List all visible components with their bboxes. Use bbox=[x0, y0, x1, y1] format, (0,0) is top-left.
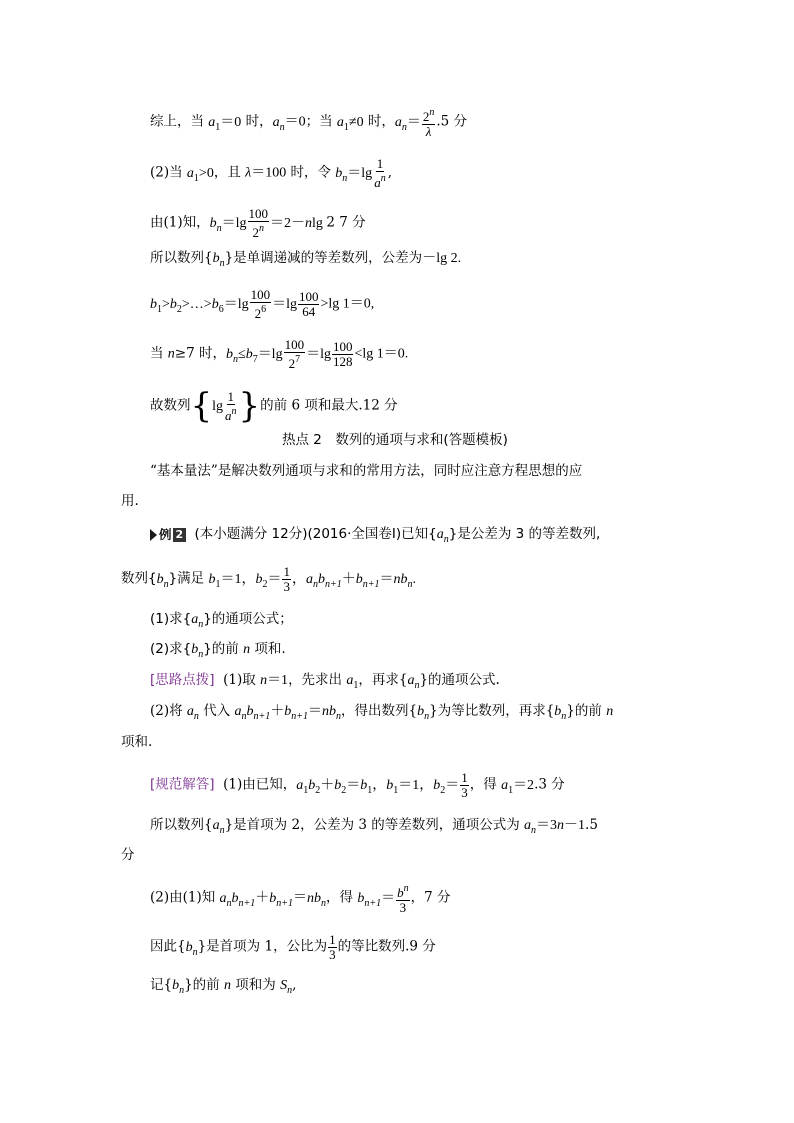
solution-line-4: (2)由(1)知 $a_nb_{n+1}+b_{n+1}=nb_n$，得 $b_{n+1}=$ $\frac{b^n}{3}$ ，7 分 bbox=[150, 883, 451, 915]
text-line-7: 故数列{lg $\frac{1}{a^n}$ }的前 6 项和最大.12 分 bbox=[150, 386, 398, 427]
hint-line-3: 项和. bbox=[121, 734, 153, 750]
solution-line-6: 记$\{b_n\}$的前 n 项和为 $S_n$, bbox=[150, 977, 297, 996]
intro-line-1: “基本量法”是解决数列通项与求和的常用方法，同时应注意方程思想的应 bbox=[150, 463, 583, 479]
text-line-1: 综上，当 $a_1=0$ 时，$a_n=0$；当 $a_1\ne 0$ 时，$a_n=$ $\frac{2^n}{\lambda}$ .5 分 bbox=[150, 107, 468, 139]
hint-tag: [思路点拨] bbox=[150, 672, 215, 688]
solution-tag: [规范解答] bbox=[150, 776, 215, 793]
text-line-3: 由(1)知，$b_n=\lg$ $\frac{100}{2^n}$ ＝2－nlg 2 7 分 bbox=[150, 206, 366, 240]
solution-line-5: 因此$\{b_n\}$是首项为 1，公比为 $\frac{1}{3}$ 的等比数列.9 分 bbox=[150, 932, 436, 962]
intro-line-2: 用. bbox=[121, 493, 139, 509]
section-heading: 热点 2 数列的通项与求和(答题模板) bbox=[282, 432, 508, 448]
example-line-1: 例 2 (本小题满分 12分)(2016·全国卷Ⅰ)已知$\{a_n\}$是公差为 3 的等差数列, bbox=[150, 524, 600, 550]
question-2: (2)求$\{b_n\}$的前 n 项和. bbox=[150, 641, 286, 660]
text-line-5: $b_1>b_2>\dots>b_6=\lg$ $\frac{100}{2^6}$ ＝lg $\frac{100}{64}$ >lg 1＝0, bbox=[150, 287, 375, 321]
question-1: (1)求$\{a_n\}$的通项公式； bbox=[150, 611, 293, 630]
solution-line-1: [规范解答] (1)由已知，$a_1b_2+b_2=b_1$，$b_1=1$，$b_2=$ $\frac{1}{3}$ ，得 $a_1=2.3$ 分 bbox=[150, 770, 565, 800]
solution-line-3: 分 bbox=[121, 847, 135, 863]
hint-line-1: [思路点拨] (1)取 n＝1，先求出 $a_1$，再求$\{a_n\}$的通项公式. bbox=[150, 672, 500, 691]
hint-line-2: (2)将 $a_n$ 代入 $a_nb_{n+1}+b_{n+1}=nb_n$，得出数列$\{b_n\}$为等比数列，再求$\{b_n\}$的前 n bbox=[150, 703, 614, 722]
triangle-icon bbox=[150, 529, 157, 541]
text-line-4: 所以数列$\{b_n\}$是单调递减的等差数列，公差为－lg 2. bbox=[150, 250, 462, 269]
text-line-2: (2)当 $a_1>0$，且 λ＝100 时，令 $b_n=\lg$ $\frac{1}{a^n}$ , bbox=[150, 156, 392, 190]
solution-line-2: 所以数列$\{a_n\}$是首项为 2，公差为 3 的等差数列，通项公式为 $a_n=3n-1.5$ bbox=[150, 817, 598, 836]
example-badge: 例 2 bbox=[150, 525, 186, 545]
text-line-6: 当 n≥7 时，$b_n\le b_7=\lg$ $\frac{100}{2^7}$ ＝lg $\frac{100}{128}$ <lg 1＝0. bbox=[150, 337, 409, 371]
example-line-2: 数列$\{b_n\}$满足 $b_1=1$，$b_2=$ $\frac{1}{3}$ ，$a_nb_{n+1}+b_{n+1}=nb_n$. bbox=[121, 564, 416, 594]
